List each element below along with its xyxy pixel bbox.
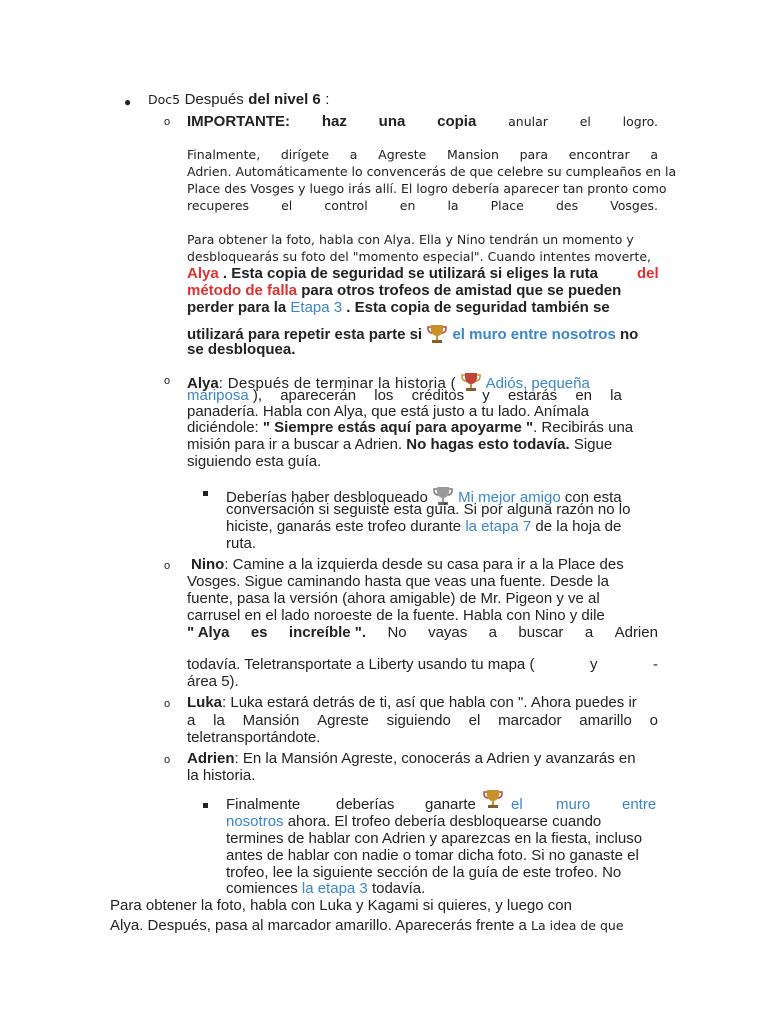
alya-line-6: siguiendo esta guía. [187, 453, 322, 470]
mejor-text: de la hoja de [535, 518, 622, 535]
mejor-line-4: ruta. [226, 535, 257, 552]
trophy-icon [482, 788, 504, 810]
importante-word: IMPORTANTE: [187, 113, 291, 130]
nino-line-2: Vosges. Sigue caminando hasta que veas una fuente. Desde la [187, 573, 609, 590]
heading-text: Después [184, 91, 244, 108]
justified-word: Mansion [447, 147, 499, 162]
bullet-square [203, 491, 208, 496]
para2-line-5 [187, 300, 610, 315]
bullet-circle: o [164, 375, 171, 387]
importante-line [187, 114, 658, 129]
nino-line-5 [187, 625, 658, 640]
final-line-5: trofeo, lee la siguiente sección de la guía de este trofeo. No [226, 864, 622, 881]
justified-word: a [349, 147, 358, 162]
justified-word: marcador [498, 712, 562, 729]
mariposa-link[interactable]: mariposa [187, 387, 249, 404]
alya-line-4 [187, 420, 633, 435]
etapa3-link[interactable]: Etapa 3 [290, 299, 343, 316]
para1-line-1 [187, 149, 658, 162]
bullet-circle: o [164, 698, 171, 710]
adrien-name: Adrien [187, 750, 235, 767]
justified-word: amarillo [579, 712, 632, 729]
importante-word: el [579, 114, 591, 129]
doc-label: Doc5 [148, 92, 181, 107]
alya-line-2 [187, 388, 622, 403]
para2-bold-text: . Esta copia de seguridad también se [346, 299, 610, 316]
importante-word: anular [508, 114, 548, 129]
para1-line-2: Adrien. Automáticamente lo convencerás de que celebre su cumpleaños en la [187, 164, 677, 179]
bottom-text: Alya. Después, pasa al marcador amarillo. Aparecerás frente a [110, 917, 527, 934]
justified-word: increíble ". [288, 624, 367, 641]
adrien-line-1 [187, 751, 636, 766]
final-word: Finalmente [226, 796, 301, 813]
bullet-circle: o [164, 754, 171, 766]
para2-line-3 [187, 265, 659, 282]
nino-line-3: fuente, pasa la versión (ahora amigable) de Mr. Pigeon y ve al [187, 590, 600, 607]
alya-warning: No hagas esto todavía. [406, 436, 570, 453]
metodo-falla-red: método de falla [187, 282, 298, 299]
justified-word: o [649, 712, 658, 729]
justified-word: Mansión [242, 712, 300, 729]
alya-red: Alya [187, 265, 219, 282]
importante-word: haz [321, 113, 347, 130]
justified-word: a [488, 624, 497, 641]
importante-word: logro. [622, 114, 658, 129]
bullet-circle: o [164, 116, 171, 128]
alya-text: . Recibirás una [533, 419, 634, 436]
final-word: deberías [336, 796, 395, 813]
justified-word: - [652, 656, 658, 673]
nino-line-7: área 5). [187, 673, 239, 690]
justified-word: el [281, 198, 293, 213]
justified-word: a [584, 624, 594, 641]
mejor-text: Deberías haber desbloqueado [226, 489, 428, 506]
justified-word: Place [490, 198, 524, 213]
final-text: comiences [226, 880, 298, 897]
nino-name: Nino [191, 556, 225, 573]
justified-word: Vosges. [610, 198, 658, 213]
justified-word: des [555, 198, 579, 213]
heading-level: del nivel 6 [248, 91, 321, 108]
para2-bold-text: . Esta copia de seguridad se utilizará si eliges la ruta [222, 265, 598, 282]
del-red: del [637, 265, 659, 282]
mejor-text: con esta [564, 489, 622, 506]
adios-link[interactable]: Adiós, pequeña [485, 375, 590, 392]
importante-word: una [378, 113, 406, 130]
justified-word: a [187, 712, 196, 729]
nino-line-6 [187, 657, 658, 672]
alya-text: ), aparecerán los créditos y estarás en la [252, 387, 622, 404]
mejor-text: hiciste, ganarás este trofeo durante [226, 518, 462, 535]
final-line-2 [226, 814, 601, 829]
para2-bold-text: para otros trofeos de amistad que se pueden [301, 282, 622, 299]
justified-word: dirígete [280, 147, 330, 162]
mejor-line-2: conversación si seguiste esta guía. Si por alguna razón no lo [226, 501, 631, 518]
final-line-6 [226, 881, 425, 896]
nino-line-1 [191, 557, 624, 572]
para2-line-7: se desbloquea. [187, 341, 296, 358]
para2-line-1: Para obtener la foto, habla con Alya. Ella y Nino tendrán un momento y [187, 232, 634, 247]
muro-link[interactable]: el muro entre nosotros [452, 326, 616, 343]
alya-text: : Después de terminar la historia ( [218, 375, 457, 392]
nino-text: : Camine a la izquierda desde su casa para ir a la Place des [224, 556, 624, 573]
muro-link-word[interactable]: el [511, 796, 523, 813]
justified-word: y [589, 656, 598, 673]
para2-bold-text: utilizará para repetir esta parte si [187, 326, 423, 343]
justified-word: Agreste [317, 712, 369, 729]
muro-link-word[interactable]: muro [556, 796, 591, 813]
justified-word: Agreste [378, 147, 427, 162]
final-text: ahora. El trofeo debería desbloquearse cuando [287, 813, 602, 830]
para1-line-3: Place des Vosges y luego irás allí. El logro debería aparecer tan pronto como [187, 181, 667, 196]
alya-text: Sigue [573, 436, 613, 453]
bottom-line-1: Para obtener la foto, habla con Luka y Kagami si quieres, y luego con [110, 897, 572, 914]
final-line-4: antes de hablar con nadie o tomar dicha foto. Si no ganaste el [226, 847, 639, 864]
para1-line-4 [187, 200, 658, 213]
justified-word: a [650, 147, 658, 162]
justified-word: recuperes [187, 198, 250, 213]
justified-word: Finalmente, [187, 147, 261, 162]
para2-bold-text: no [619, 326, 639, 343]
bullet-square [203, 803, 208, 808]
luka-name: Luka [187, 694, 223, 711]
muro-link-word[interactable]: entre [622, 796, 657, 813]
justified-word: todavía. Teletransportate a Liberty usando tu mapa ( [187, 656, 535, 673]
alya-quote: " Siempre estás aquí para apoyarme " [262, 419, 534, 436]
justified-word: en [399, 198, 416, 213]
bullet-dot: ● [124, 95, 132, 109]
justified-word: Adrien [614, 624, 658, 641]
justified-word: la [447, 198, 459, 213]
final-word: ganarte [425, 796, 476, 813]
bullet-circle: o [164, 560, 171, 572]
nino-line-4: carrusel en el lado noroeste de la fuente. Habla con Nino y dile [187, 607, 605, 624]
etapa7-link[interactable]: la etapa 7 [465, 518, 532, 535]
justified-word: es [250, 624, 268, 641]
adrien-text: : En la Mansión Agreste, conocerás a Adrien y avanzarás en [234, 750, 636, 767]
alya-text: diciéndole: [187, 419, 259, 436]
mejor-line-3 [226, 519, 621, 534]
justified-word: No [387, 624, 407, 641]
mejor-amigo-link[interactable]: Mi mejor amigo [458, 489, 561, 506]
justified-word: encontrar [568, 147, 630, 162]
justified-word: para [519, 147, 549, 162]
justified-word: control [324, 198, 368, 213]
luka-text: : Luka estará detrás de ti, así que habla con ". Ahora puedes ir [222, 694, 637, 711]
adrien-line-2: la historia. [187, 767, 256, 784]
alya-name: Alya [187, 375, 219, 392]
alya-text: misión para ir a buscar a Adrien. [187, 436, 403, 453]
justified-word: el [468, 712, 481, 729]
luka-line-2 [187, 713, 658, 728]
justified-word: la [213, 712, 225, 729]
heading-line [148, 92, 329, 108]
bottom-line-2 [110, 918, 624, 933]
muro-link-word[interactable]: nosotros [226, 813, 284, 830]
luka-line-1 [187, 695, 637, 710]
trophy-icon [426, 323, 448, 345]
alya-line-5 [187, 437, 612, 452]
alya-line-3: panadería. Habla con Alya, que está justo a tu lado. Anímala [187, 403, 589, 420]
luka-line-3: teletransportándote. [187, 729, 321, 746]
para2-line-2: desbloquearás su foto del "momento especial". Cuando intentes moverte, [187, 249, 652, 264]
justified-word: siguiendo [386, 712, 451, 729]
etapa3-link-2[interactable]: la etapa 3 [301, 880, 368, 897]
bottom-tail: La idea de que [531, 918, 624, 933]
para2-line-4 [187, 283, 621, 298]
final-line-3: termines de hablar con Adrien y aparezcas en la fiesta, incluso [226, 830, 643, 847]
para2-bold-text: perder para la [187, 299, 287, 316]
final-text: todavía. [371, 880, 426, 897]
heading-colon: : [325, 91, 330, 108]
importante-word: copia [437, 113, 477, 130]
justified-word: " Alya [187, 624, 230, 641]
justified-word: buscar [518, 624, 564, 641]
justified-word: vayas [428, 624, 468, 641]
